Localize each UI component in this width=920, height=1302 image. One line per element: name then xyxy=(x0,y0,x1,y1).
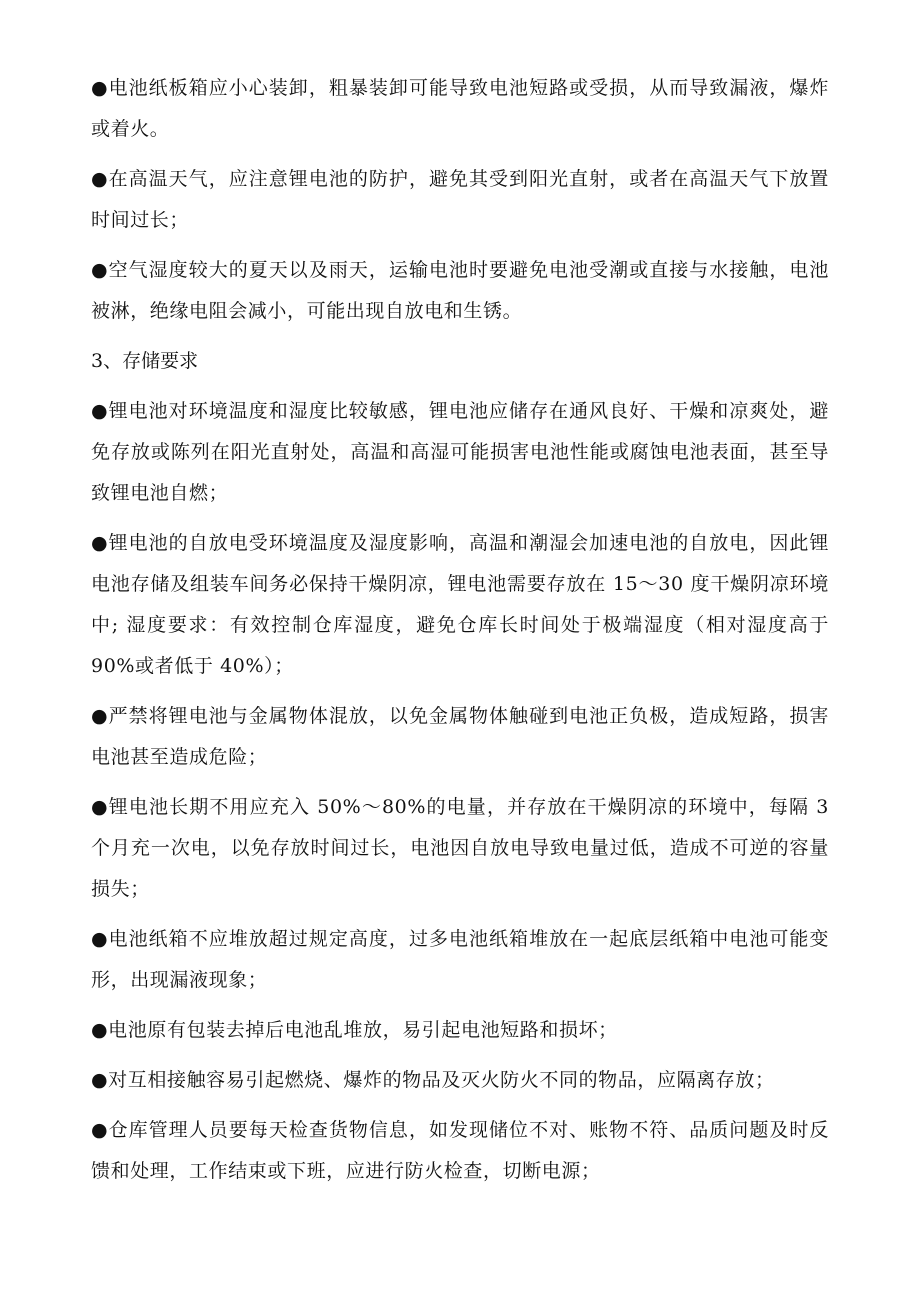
storage-item-self-discharge: ●锂电池的自放电受环境温度及湿度影响，高温和潮湿会加速电池的自放电，因此锂电池存储及组装车间务必保持干燥阴凉，锂电池需要存放在 15～30 度干燥阴凉环境中; 湿度要求：有效控制仓库湿度，避免仓库长时间处于极端湿度（相对湿度高于 90%或者低于 40%）； xyxy=(91,532,829,677)
storage-item-daily-inspection: ●仓库管理人员要每天检查货物信息，如发现储位不对、账物不符、品质问题及时反馈和处理，工作结束或下班，应进行防火检查，切断电源； xyxy=(91,1119,829,1182)
paragraph-careful-handling: ●电池纸板箱应小心装卸，粗暴装卸可能导致电池短路或受损，从而导致漏液，爆炸或着火。 xyxy=(91,77,829,140)
paragraph-high-temperature: ●在高温天气，应注意锂电池的防护，避免其受到阳光直射，或者在高温天气下放置时间过长； xyxy=(91,168,829,231)
storage-item-environment: ●锂电池对环境温度和湿度比较敏感，锂电池应储存在通风良好、干燥和凉爽处，避免存放或陈列在阳光直射处，高温和高湿可能损害电池性能或腐蚀电池表面，甚至导致锂电池自燃； xyxy=(91,400,829,504)
document-page xyxy=(91,68,829,1201)
storage-item-metal-objects: ●严禁将锂电池与金属物体混放，以免金属物体触碰到电池正负极，造成短路，损害电池甚至造成危险； xyxy=(91,705,829,768)
section-heading-storage: 3、存储要求 xyxy=(91,350,199,372)
paragraph-humidity-transport: ●空气湿度较大的夏天以及雨天，运输电池时要避免电池受潮或直接与水接触，电池被淋，绝缘电阻会减小，可能出现自放电和生锈。 xyxy=(91,259,829,322)
storage-item-packaging: ●电池原有包装去掉后电池乱堆放，易引起电池短路和损坏； xyxy=(91,1019,618,1041)
storage-item-stacking-height: ●电池纸箱不应堆放超过规定高度，过多电池纸箱堆放在一起底层纸箱中电池可能变形，出现漏液现象； xyxy=(91,928,829,991)
storage-item-long-term-charge: ●锂电池长期不用应充入 50%～80%的电量，并存放在干燥阴凉的环境中，每隔 3 个月充一次电，以免存放时间过长，电池因自放电导致电量过低，造成不可逆的容量损失； xyxy=(91,796,829,900)
storage-item-isolation: ●对互相接触容易引起燃烧、爆炸的物品及灭火防火不同的物品，应隔离存放； xyxy=(91,1069,775,1091)
